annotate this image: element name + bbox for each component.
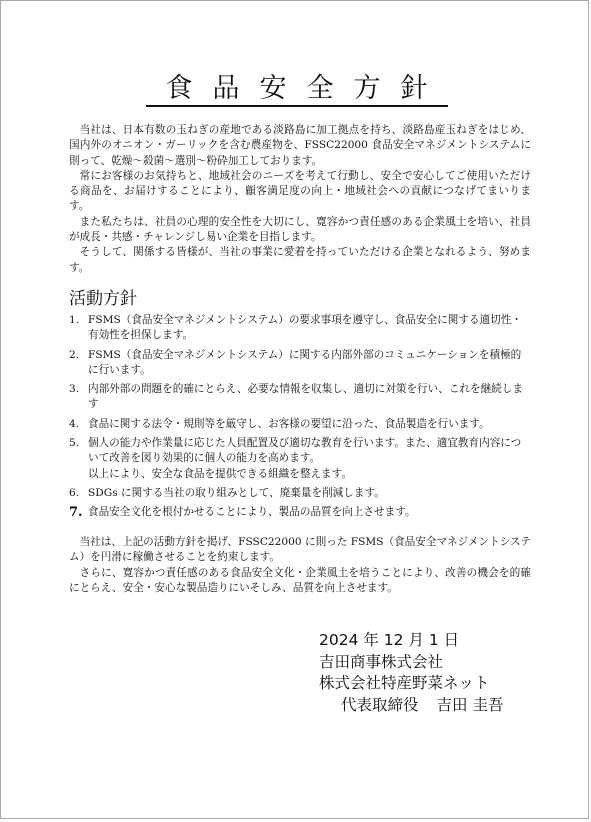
- policy-item: [69, 348, 531, 379]
- policy-item: [69, 486, 531, 501]
- policy-text: SDGs に関する当社の取り組みとして、廃棄量を削減します。: [88, 486, 385, 499]
- signature-role: 代表取締役: [341, 695, 419, 714]
- policy-text-block: [88, 436, 531, 482]
- policy-extra-text: 以上により、安全な食品を提供できる組織を整えます。: [88, 467, 352, 480]
- policy-item: [69, 313, 531, 344]
- policy-text: FSMS（食品安全マネジメントシステム）に関する内部外部のコミュニケーションを積極的に行います。: [88, 348, 522, 376]
- policy-number: 4.: [69, 417, 80, 430]
- signature-date: 2024 年 12 月 1 日: [319, 631, 460, 649]
- policy-number: 7.: [69, 505, 83, 521]
- intro-section: [69, 123, 531, 276]
- policy-heading: 活動方針: [69, 289, 137, 309]
- intro-paragraph: 常にお客様のお気持ちと、地域社会のニーズを考えて行動し、安全で安心してご使用いただける商品を、お届けすることにより、顧客満足度の向上・地域社会への貢献につなげてまいります。: [69, 169, 531, 213]
- closing-paragraph: さらに、寛容かつ責任感のある食品安全文化・企業風土を培うことにより、改善の機会を的確にとらえ、安全・安心な製品造りにいそしみ、品質を向上させます。: [69, 566, 531, 594]
- closing-section: [69, 535, 531, 596]
- policy-text: 個人の能力や作業量に応じた人員配置及び適切な教育を行います。また、適宜教育内容について改善を図り効果的に個人の能力を高めます。: [88, 437, 522, 465]
- document-title: [1, 73, 591, 107]
- policy-text: 内部外部の問題を的確にとらえ、必要な情報を収集し、適切に対策を行い、これを継続します: [88, 383, 523, 411]
- policy-item: [69, 382, 531, 413]
- policy-text: 食品安全文化を根付かせることにより、製品の品質を向上させます。: [88, 506, 416, 519]
- policy-number: 1.: [69, 314, 80, 326]
- signature-representative: [319, 695, 503, 717]
- policy-text: FSMS（食品安全マネジメントシステム）の要求事項を遵守し、食品安全に関する適切性・有効性を担保します。: [88, 314, 522, 342]
- policy-item: [69, 505, 531, 520]
- intro-paragraph: そうして、関係する皆様が、当社の事業に愛着を持っていただける企業となれるよう、努めます。: [69, 246, 531, 274]
- policy-number: 2.: [69, 348, 80, 361]
- signature-company: 吉田商事株式会社: [319, 652, 444, 671]
- policy-text: 食品に関する法令・規則等を厳守し、お客様の要望に沿った、食品製造を行います。: [88, 417, 490, 430]
- signature-company: 株式会社特産野菜ネット: [319, 674, 490, 692]
- policy-list: [69, 313, 531, 525]
- signature-name: 吉田 圭吾: [436, 695, 504, 714]
- policy-number: 5.: [69, 437, 80, 450]
- document-title-text: 食品安全方針: [146, 73, 448, 107]
- policy-item: [69, 417, 531, 432]
- intro-paragraph: 当社は、日本有数の玉ねぎの産地である淡路島に加工拠点を持ち、淡路島産玉ねぎをはじめ、国内外のオニオン・ガーリックを含む農産物を、FSSC22000 食品安全マネジメントシステムに則って、乾燥～殺菌～選別～粉砕加工しております。: [69, 124, 531, 167]
- policy-number: 6.: [69, 486, 80, 499]
- signature-block: [319, 630, 503, 716]
- intro-paragraph: また私たちは、社員の心理的安全性を大切にし、寛容かつ責任感のある企業風土を培い、社員が成長・共感・チャレンジし易い企業を目指します。: [69, 215, 531, 244]
- policy-number: 3.: [69, 383, 80, 396]
- policy-item: [69, 436, 531, 482]
- closing-paragraph: 当社は、上記の活動方針を掲げ、FSSC22000 に則った FSMS（食品安全マネジメントシステム）を円滑に稼働させることを約束します。: [69, 536, 531, 564]
